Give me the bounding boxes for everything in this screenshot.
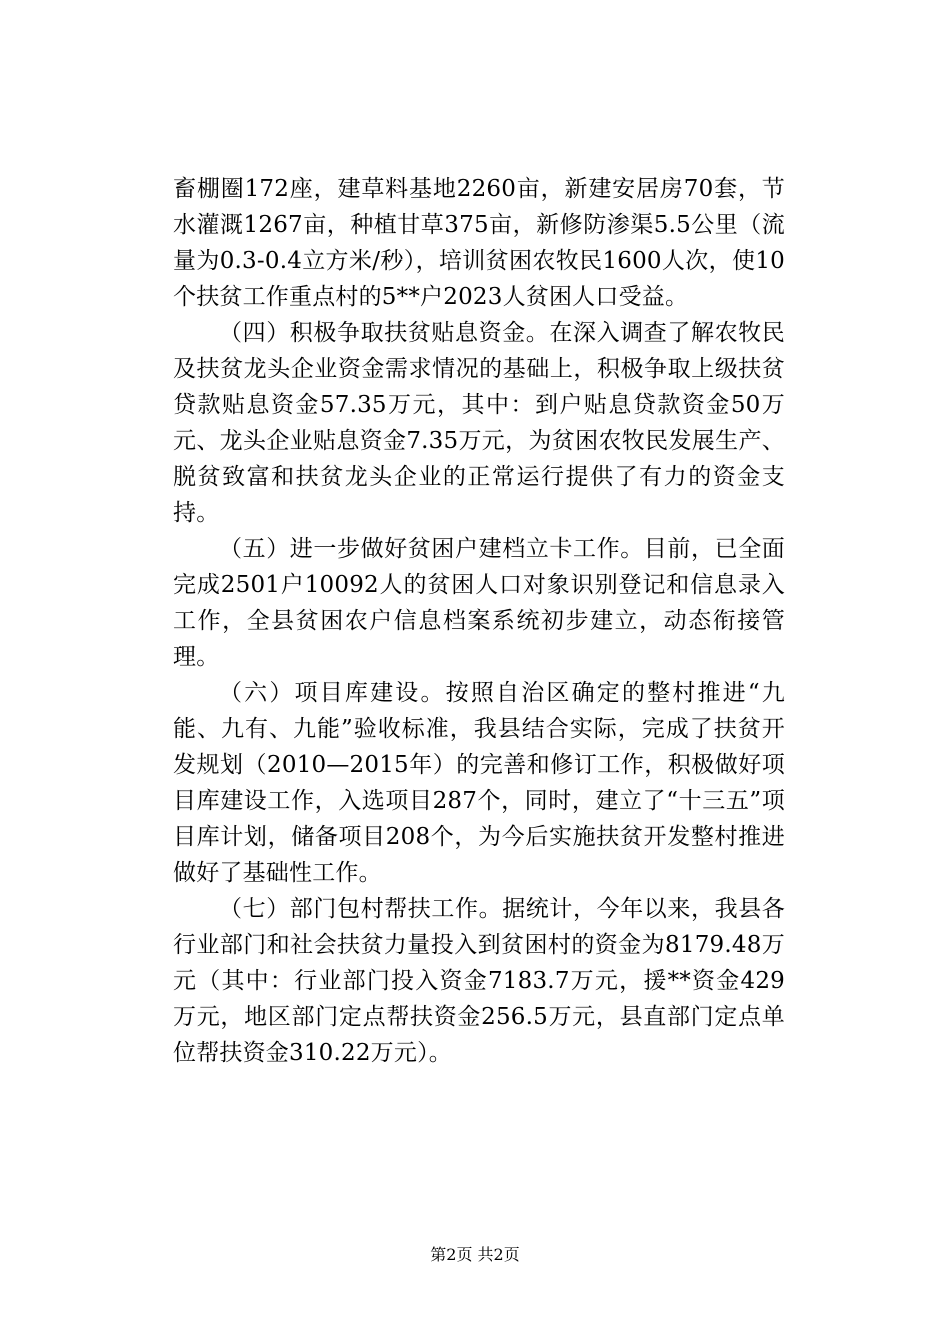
paragraph-section-7: （七）部门包村帮扶工作。据统计，今年以来，我县各行业部门和社会扶贫力量投入到贫困村的资金为8179.48万元（其中：行业部门投入资金7183.7万元，援**资金429万元，地区部门定点帮扶资金256.5万元，县直部门定点单位帮扶资金310.22万元）。 bbox=[173, 896, 785, 1066]
paragraph-section-6: （六）项目库建设。按照自治区确定的整村推进“九能、九有、九能”验收标准，我县结合实际，完成了扶贫开发规划（2010—2015年）的完善和修订工作，积极做好项目库建设工作，入选项目287个，同时，建立了“十三五”项目库计划，储备项目208个，为今后实施扶贫开发整村推进做好了基础性工作。 bbox=[173, 680, 785, 886]
document-body bbox=[173, 171, 785, 1071]
paragraph-section-5: （五）进一步做好贫困户建档立卡工作。目前，已全面完成2501户10092人的贫困人口对象识别登记和信息录入工作，全县贫困农户信息档案系统初步建立，动态衔接管理。 bbox=[173, 536, 785, 670]
paragraph-section-4: （四）积极争取扶贫贴息资金。在深入调查了解农牧民及扶贫龙头企业资金需求情况的基础上，积极争取上级扶贫贷款贴息资金57.35万元，其中：到户贴息贷款资金50万元、龙头企业贴息资金7.35万元，为贫困农牧民发展生产、脱贫致富和扶贫龙头企业的正常运行提供了有力的资金支持。 bbox=[173, 320, 785, 526]
page-footer: 第2页 共2页 bbox=[430, 1245, 520, 1264]
paragraph-continuation: 畜棚圈172座，建草料基地2260亩，新建安居房70套，节水灌溉1267亩，种植甘草375亩，新修防渗渠5.5公里（流量为0.3-0.4立方米/秒），培训贫困农牧民1600人次，使10个扶贫工作重点村的5**户2023人贫困人口受益。 bbox=[173, 176, 785, 310]
